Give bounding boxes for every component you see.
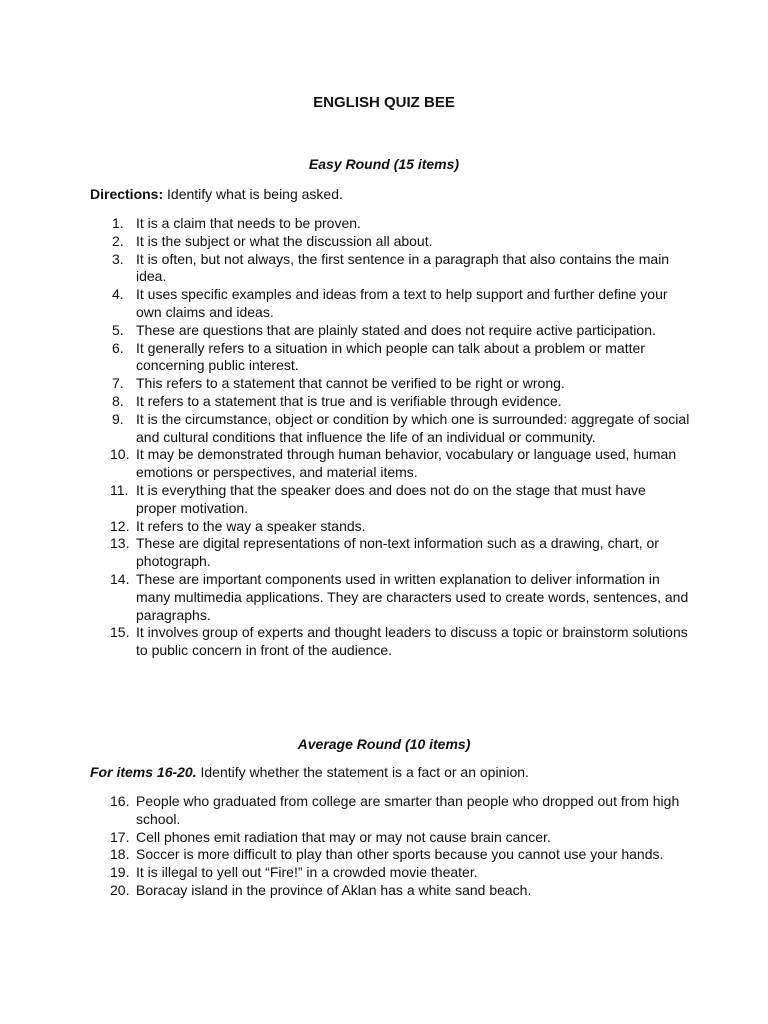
question-text: It uses specific examples and ideas from a text to help support and further define your own claims and ideas. — [136, 286, 668, 320]
question-text: It is the subject or what the discussion all about. — [136, 232, 433, 249]
question-item — [90, 251, 690, 287]
question-number: 14. — [110, 570, 130, 587]
question-text: Soccer is more difficult to play than other sports because you cannot use your hands. — [136, 846, 664, 863]
average-round-directions — [90, 764, 529, 780]
question-number: 18. — [110, 846, 130, 863]
question-text: It may be demonstrated through human behavior, vocabulary or language used, human emotions or perspectives, and material items. — [136, 446, 677, 481]
question-item — [90, 482, 690, 518]
question-text: These are digital representations of non-text information such as a drawing, chart, or photograph. — [136, 535, 659, 570]
question-item — [90, 393, 690, 411]
question-item — [90, 518, 690, 536]
question-number: 17. — [110, 828, 130, 845]
question-number: 3. — [112, 250, 124, 267]
question-text: It refers to the way a speaker stands. — [136, 517, 366, 534]
question-item — [90, 864, 690, 882]
question-item — [90, 215, 690, 233]
question-text: These are important components used in written explanation to deliver information in many multimedia applications. They are characters used to create words, sentences, and paragraphs. — [136, 570, 689, 623]
question-number: 4. — [112, 286, 124, 303]
question-item — [90, 375, 690, 393]
question-item — [90, 793, 690, 829]
question-text: It is a claim that needs to be proven. — [136, 215, 361, 231]
question-number: 1. — [112, 215, 124, 231]
question-item — [90, 233, 690, 251]
question-item — [90, 286, 690, 322]
question-text: This refers to a statement that cannot be verified to be right or wrong. — [136, 375, 565, 392]
question-item — [90, 846, 690, 864]
easy-round-heading: Easy Round (15 items) — [308, 156, 460, 172]
question-text: Cell phones emit radiation that may or may not cause brain cancer. — [136, 828, 551, 845]
question-number: 20. — [110, 881, 130, 898]
question-number: 5. — [112, 321, 124, 338]
directions-text: Identify what is being asked. — [163, 186, 343, 202]
question-text: People who graduated from college are smarter than people who dropped out from high school. — [136, 793, 680, 827]
question-text: Boracay island in the province of Aklan has a white sand beach. — [136, 881, 532, 898]
easy-round-directions — [90, 186, 343, 202]
directions-label: For items 16-20. — [90, 764, 197, 780]
question-item — [90, 624, 690, 660]
question-text: It is illegal to yell out “Fire!” in a crowded movie theater. — [136, 864, 478, 881]
question-text: It is often, but not always, the first sentence in a paragraph that also contains the main idea. — [136, 250, 670, 285]
question-item — [90, 571, 690, 624]
easy-round-question-list — [90, 215, 690, 660]
question-item — [90, 829, 690, 847]
question-number: 19. — [110, 864, 130, 881]
question-number: 9. — [112, 410, 124, 427]
average-round-question-list — [90, 793, 690, 900]
question-number: 6. — [112, 339, 124, 356]
question-text: These are questions that are plainly stated and does not require active participation. — [136, 321, 656, 338]
question-item — [90, 322, 690, 340]
question-number: 8. — [112, 392, 124, 409]
directions-text: Identify whether the statement is a fact or an opinion. — [196, 764, 529, 780]
question-number: 7. — [112, 375, 124, 392]
question-item — [90, 340, 690, 376]
question-text: It refers to a statement that is true and is verifiable through evidence. — [136, 392, 562, 409]
question-number: 13. — [110, 535, 130, 552]
question-item — [90, 535, 690, 571]
question-text: It involves group of experts and thought leaders to discuss a topic or brainstorm solutions to public concern in front of the audience. — [136, 624, 688, 659]
question-number: 10. — [110, 446, 130, 463]
question-item — [90, 446, 690, 482]
question-item — [90, 411, 690, 447]
question-number: 12. — [110, 517, 130, 534]
question-number: 2. — [112, 232, 124, 249]
document-title: ENGLISH QUIZ BEE — [313, 94, 455, 111]
question-text: It is everything that the speaker does and does not do on the stage that must have proper motivation. — [136, 481, 646, 516]
question-item — [90, 882, 690, 900]
question-number: 11. — [110, 481, 129, 498]
question-text: It generally refers to a situation in which people can talk about a problem or matter concerning public interest. — [136, 339, 645, 374]
question-number: 16. — [110, 793, 130, 809]
average-round-heading: Average Round (10 items) — [297, 736, 471, 752]
question-text: It is the circumstance, object or condition by which one is surrounded: aggregate of social and cultural conditions that influence the life of an individual or community. — [136, 410, 690, 445]
question-number: 15. — [110, 624, 130, 641]
directions-label: Directions: — [90, 186, 164, 202]
